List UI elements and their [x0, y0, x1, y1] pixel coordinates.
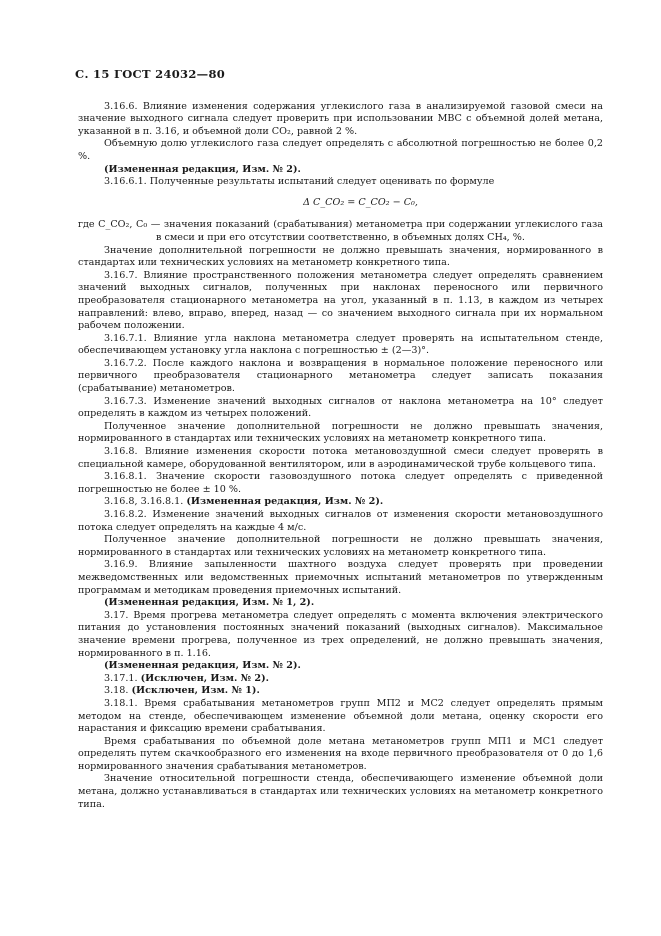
formula-legend: где C_CO₂, C₀ — значения показаний (срабатывания) метанометра при содержании углекислого газа в смеси и при его отсутствии соответственно, в объемных долях CH₄, %. [78, 219, 603, 243]
paragraph: 3.16.8. Влияние изменения скорости потока метановоздушной смеси следует проверять в специальной камере, оборудованной вентилятором, или в аэродинамической трубе кольцевого типа. [78, 446, 603, 470]
paragraph: Объемную долю углекислого газа следует определять с абсолютной погрешностью не более 0,2 %. [78, 138, 603, 162]
paragraph: Значение дополнительной погрешности не должно превышать значения, нормированного в стандартах или технических условиях на метанометр конкретного типа. [78, 244, 603, 269]
paragraph: Полученное значение дополнительной погрешности не должно превышать значения, нормированного в стандартах или технических условиях на метанометр конкретного типа. [78, 534, 603, 558]
paragraph: Значение относительной погрешности стенда, обеспечивающего изменение объемной доли метана, должно устанавливаться в стандартах или технических условиях на метанометр конкретного типа. [78, 773, 603, 810]
page-header: С. 15 ГОСТ 24032—80 [75, 67, 226, 81]
clause-with-note [78, 673, 603, 686]
amendment-note: (Измененная редакция, Изм. № 2). [104, 163, 301, 175]
paragraph: 3.16.7.1. Влияние угла наклона метанометра следует проверять на испытательном стенде, обеспечивающем установку угла наклона с погрешностью ± (2—3)°. [78, 332, 603, 357]
paragraph: 3.16.8.2. Изменение значений выходных сигналов от изменения скорости метановоздушного потока следует определять на каждые 4 м/с. [78, 509, 603, 533]
clause-number: 3.17.1. [104, 672, 141, 684]
amendment-note: (Исключен, Изм. № 1). [131, 685, 260, 697]
paragraph: Время срабатывания по объемной доле метана метанометров групп МП1 и МС1 следует определять путем скачкообразного его изменения на входе первичного преобразователя от 0 до 1,6 нормированного значения срабатывания метанометров. [78, 735, 603, 772]
paragraph: Полученное значение дополнительной погрешности не должно превышать значения, нормированного в стандартах или технических условиях на метанометр конкретного типа. [78, 420, 603, 445]
paragraph: 3.17. Время прогрева метанометра следует определять с момента включения электрического питания до установления постоянных значений показаний (выходных сигналов). Максимальное значение времени прогрева, полученное из трех определений, не должно превышать значения, нормированного в п. 1.16. [78, 609, 603, 659]
paragraph: 3.16.7.3. Изменение значений выходных сигналов от наклона метанометра на 10° следует определять в каждом из четырех положений. [78, 395, 603, 420]
amendment-note: (Измененная редакция, Изм. № 1, 2). [104, 597, 315, 609]
amendment-note: (Измененная редакция, Изм. № 2). [186, 496, 384, 508]
paragraph: 3.18.1. Время срабатывания метанометров групп МП2 и МС2 следует определять прямым методом на стенде, обеспечивающем изменение объемной доли метана, оценку скорости его нарастания и фиксацию времени срабатывания. [78, 697, 603, 735]
amendment-note: (Исключен, Изм. № 2). [140, 672, 269, 684]
paragraph: 3.16.7.2. После каждого наклона и возвращения в нормальное положение переносного или первичного преобразователя стационарного метанометра следует записать показания (срабатывание) метанометров. [78, 357, 603, 395]
clause-number: 3.18. [104, 685, 132, 697]
paragraph: 3.16.6. Влияние изменения содержания углекислого газа в анализируемой газовой смеси на значение выходного сигнала следует проверить при использовании МВС с объемной долей метана, указанной в п. 3.16, и объемной доли CO₂, равной 2 %. [78, 100, 603, 137]
amendment-note: (Измененная редакция, Изм. № 2). [104, 660, 301, 672]
paragraph: 3.16.9. Влияние запыленности шахтного воздуха следует проверять при проведении межведомственных или ведомственных приемочных испытаний метанометров по утвержденным программам и методикам проведения приемочных испытаний. [78, 559, 603, 596]
paragraph: 3.16.7. Влияние пространственного положения метанометра следует определять сравнением значений выходных сигналов, полученных при наклонах переносного или первичного преобразователя стационарного метанометра на угол, указанный в п. 1.13, в каждом из четырех направлений: влево, вправо, вперед, назад — со значением выходного сигнала при их нормальном рабочем положении. [78, 269, 603, 332]
formula: Δ C_CO₂ = C_CO₂ − C₀, [303, 196, 418, 208]
document-body [78, 101, 603, 812]
clause-with-note [78, 685, 603, 698]
paragraph: 3.16.6.1. Полученные результаты испытаний следует оценивать по формуле [104, 176, 495, 188]
paragraph: 3.16.8.1. Значение скорости газовоздушного потока следует определять с приведенной погрешностью не более ± 10 %. [78, 471, 603, 495]
clause-number: 3.16.8, 3.16.8.1. [104, 496, 187, 508]
clause-with-note [78, 496, 603, 509]
